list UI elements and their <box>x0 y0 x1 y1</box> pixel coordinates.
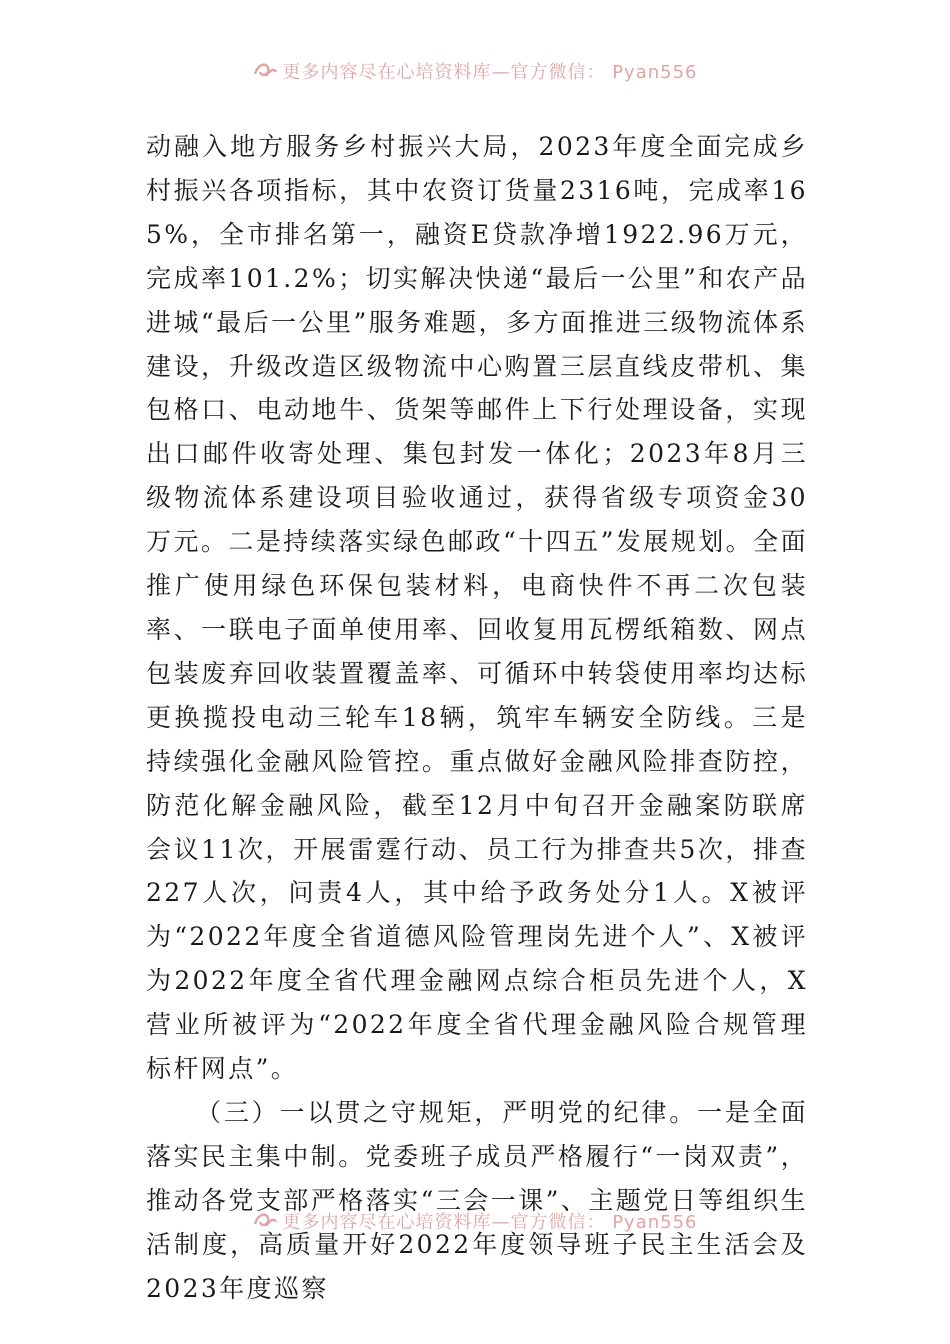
logo-icon <box>252 60 278 82</box>
paragraph-2: （三）一以贯之守规矩，严明党的纪律。一是全面落实民主集中制。党委班子成员严格履行“一岗双责”，推动各党支部严格落实“三会一课”、主题党日等组织生活制度，高质量开好2022年度领导班子民主生活会及2023年度巡察 <box>146 1097 808 1303</box>
document-body <box>146 125 808 1310</box>
watermark-text: 更多内容尽在心培资料库—官方微信： Pyan556 <box>282 62 698 83</box>
watermark-footer <box>0 1206 950 1236</box>
logo-icon <box>252 1210 278 1232</box>
watermark-header <box>0 56 950 86</box>
watermark-text: 更多内容尽在心培资料库—官方微信： Pyan556 <box>282 1212 698 1233</box>
paragraph-1: 动融入地方服务乡村振兴大局，2023年度全面完成乡村振兴各项指标，其中农资订货量2316吨，完成率165%，全市排名第一，融资E贷款净增1922.96万元，完成率101.2%；切实解决快递“最后一公里”和农产品进城“最后一公里”服务难题，多方面推进三级物流体系建设，升级改造区级物流中心购置三层直线皮带机、集包格口、电动地牛、货架等邮件上下行处理设备，实现出口邮件收寄处理、集包封发一体化；2023年8月三级物流体系建设项目验收通过，获得省级专项资金30万元。二是持续落实绿色邮政“十四五”发展规划。全面推广使用绿色环保包装材料，电商快件不再二次包装率、一联电子面单使用率、回收复用瓦楞纸箱数、网点包装废弃回收装置覆盖率、可循环中转袋使用率均达标更换揽投电动三轮车18辆，筑牢车辆安全防线。三是持续强化金融风险管控。重点做好金融风险排查防控，防范化解金融风险，截至12月中旬召开金融案防联席会议11次，开展雷霆行动、员工行为排查共5次，排查227人次，问责4人，其中给予政务处分1人。X被评为“2022年度全省道德风险管理岗先进个人”、X被评为2022年度全省代理金融网点综合柜员先进个人，X营业所被评为“2022年度全省代理金融风险合规管理标杆网点”。 <box>146 132 808 1084</box>
